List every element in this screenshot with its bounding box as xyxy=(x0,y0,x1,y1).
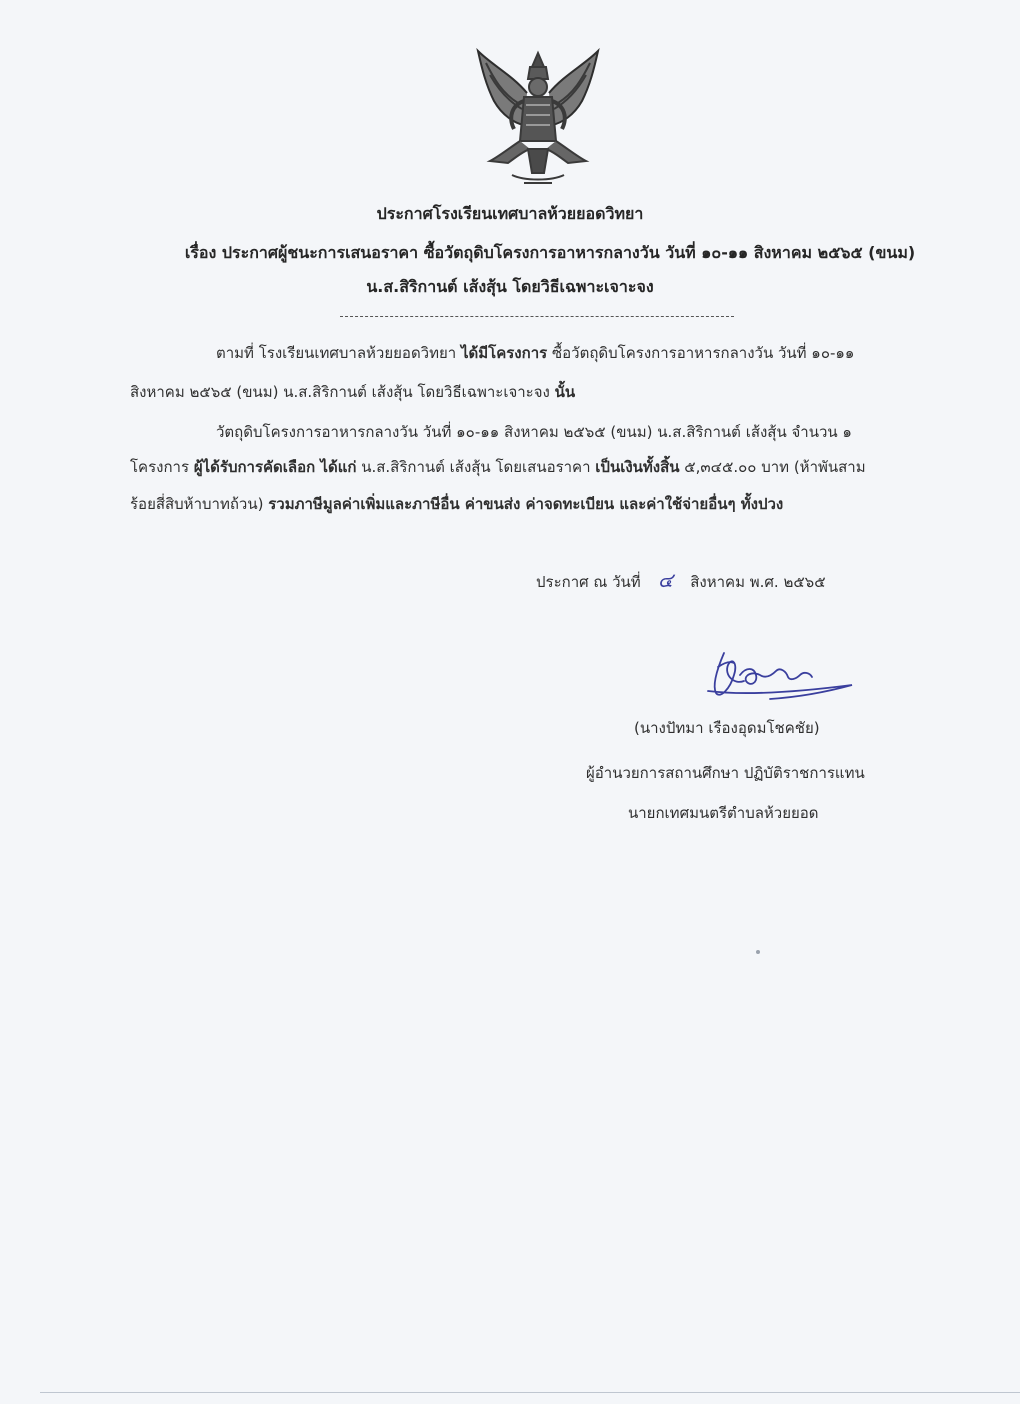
paragraph-2-line-3 xyxy=(130,492,783,516)
para1-line2-a: สิงหาคม ๒๕๖๕ (ขนม) น.ส.สิริกานต์ เส้งสุ้น โดยวิธีเฉพาะเจาะจง xyxy=(130,383,555,401)
document-subject: เรื่อง ประกาศผู้ชนะการเสนอราคา ซื้อวัตถุดิบโครงการอาหารกลางวัน วันที่ ๑๐-๑๑ สิงหาคม ๒๕๖๕ (ขนม) xyxy=(184,243,916,262)
para2-line2-c: น.ส.สิริกานต์ เส้งสุ้น โดยเสนอราคา xyxy=(356,458,596,476)
para2-line2-e: ๕,๓๔๕.๐๐ บาท (ห้าพันสาม xyxy=(679,458,866,476)
document-title: ประกาศโรงเรียนเทศบาลห้วยยอดวิทยา xyxy=(376,204,644,223)
handwritten-signature-icon xyxy=(700,645,860,705)
signatory-name: (นางปัทมา เรืองอุดมโชคชัย) xyxy=(634,719,820,737)
scan-edge-line xyxy=(40,1392,1020,1393)
para1-text-a: ตามที่ โรงเรียนเทศบาลห้วยยอดวิทยา xyxy=(216,344,461,362)
para1-text-c: ซื้อวัตถุดิบโครงการอาหารกลางวัน วันที่ ๑๐-๑๑ xyxy=(547,344,855,362)
announce-suffix: สิงหาคม พ.ศ. ๒๕๖๕ xyxy=(690,573,826,591)
para1-line2-b: นั้น xyxy=(554,383,576,401)
scan-speck xyxy=(756,950,760,954)
para2-line3-b: รวมภาษีมูลค่าเพิ่มและภาษีอื่น ค่าขนส่ง ค่าจดทะเบียน และค่าใช้จ่ายอื่นๆ ทั้งปวง xyxy=(268,495,784,513)
announce-day: ๔ xyxy=(657,568,674,592)
document-subject-line2: น.ส.สิริกานต์ เส้งสุ้น โดยวิธีเฉพาะเจาะจง xyxy=(366,277,654,296)
para2-line2-a: โครงการ xyxy=(130,458,194,476)
paragraph-1-line-2 xyxy=(130,380,575,404)
garuda-emblem-icon xyxy=(472,45,604,190)
paragraph-2-line-1: วัตถุดิบโครงการอาหารกลางวัน วันที่ ๑๐-๑๑ สิงหาคม ๒๕๖๕ (ขนม) น.ส.สิริกานต์ เส้งสุ้น จำนวน ๑ xyxy=(216,423,852,441)
para2-line2-d: เป็นเงินทั้งสิ้น xyxy=(595,458,680,476)
paragraph-1-line-1 xyxy=(216,341,854,365)
announce-prefix: ประกาศ ณ วันที่ xyxy=(536,573,641,591)
signatory-position: ผู้อำนวยการสถานศึกษา ปฏิบัติราชการแทน xyxy=(586,764,865,782)
announcement-date xyxy=(536,564,826,596)
separator-line xyxy=(340,316,734,317)
para2-line2-b: ผู้ได้รับการคัดเลือก ได้แก่ xyxy=(193,458,357,476)
para1-text-b: ได้มีโครงการ xyxy=(460,344,548,362)
signatory-position-2: นายกเทศมนตรีตำบลห้วยยอด xyxy=(628,804,819,822)
paragraph-2-line-2 xyxy=(130,455,866,479)
para2-line3-a: ร้อยสี่สิบห้าบาทถ้วน) xyxy=(130,495,269,513)
